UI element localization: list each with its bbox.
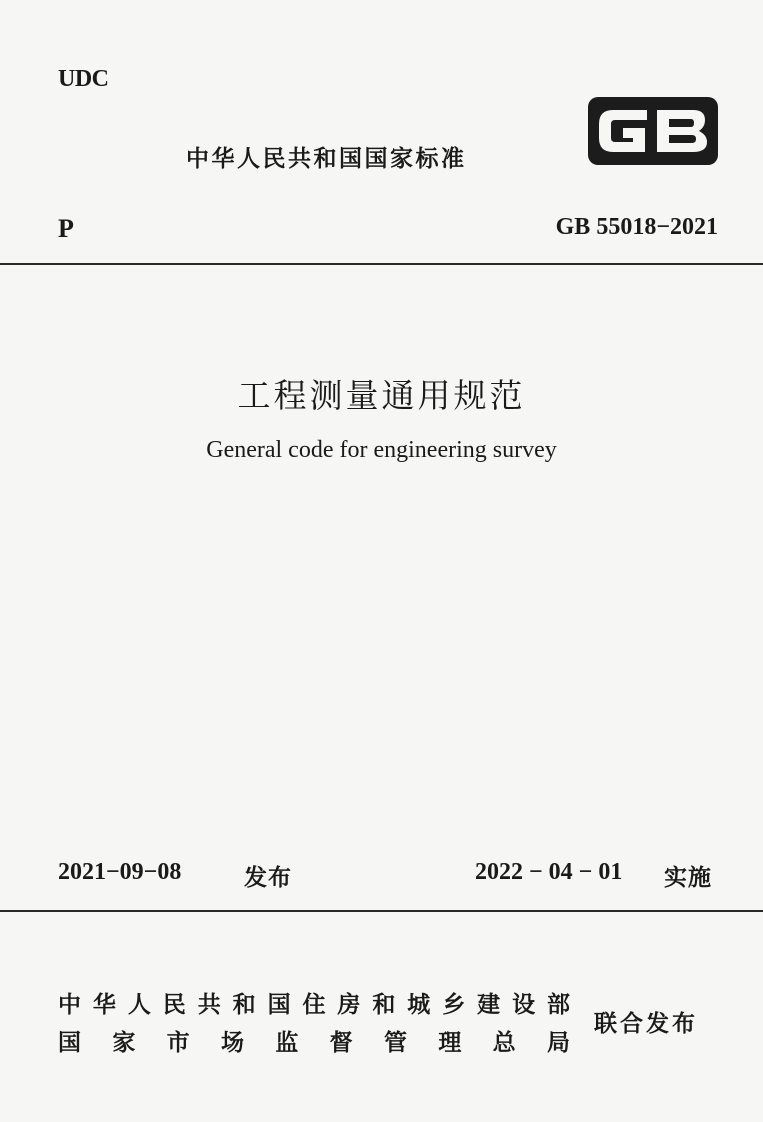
issuer-ministry: 中华人民共和国住房和城乡建设部 (58, 992, 570, 1018)
classification-code: P (58, 214, 74, 243)
bottom-divider (0, 910, 763, 912)
gb-logo (587, 96, 719, 166)
issue-label: 发布 (244, 865, 292, 891)
issuer-administration: 国家市场监督管理总局 (58, 1030, 570, 1056)
title-chinese: 工程测量通用规范 (237, 376, 526, 415)
joint-issue-label: 联合发布 (594, 1011, 698, 1037)
udc-label: UDC (58, 66, 109, 92)
implementation-label: 实施 (664, 865, 712, 891)
title-english: General code for engineering survey (206, 437, 557, 463)
standard-number: GB 55018−2021 (555, 214, 718, 240)
top-divider (0, 263, 763, 265)
implementation-date: 2022 − 04 − 01 (475, 859, 623, 885)
issue-date: 2021−09−08 (58, 859, 182, 885)
standard-category: 中华人民共和国国家标准 (186, 146, 467, 172)
